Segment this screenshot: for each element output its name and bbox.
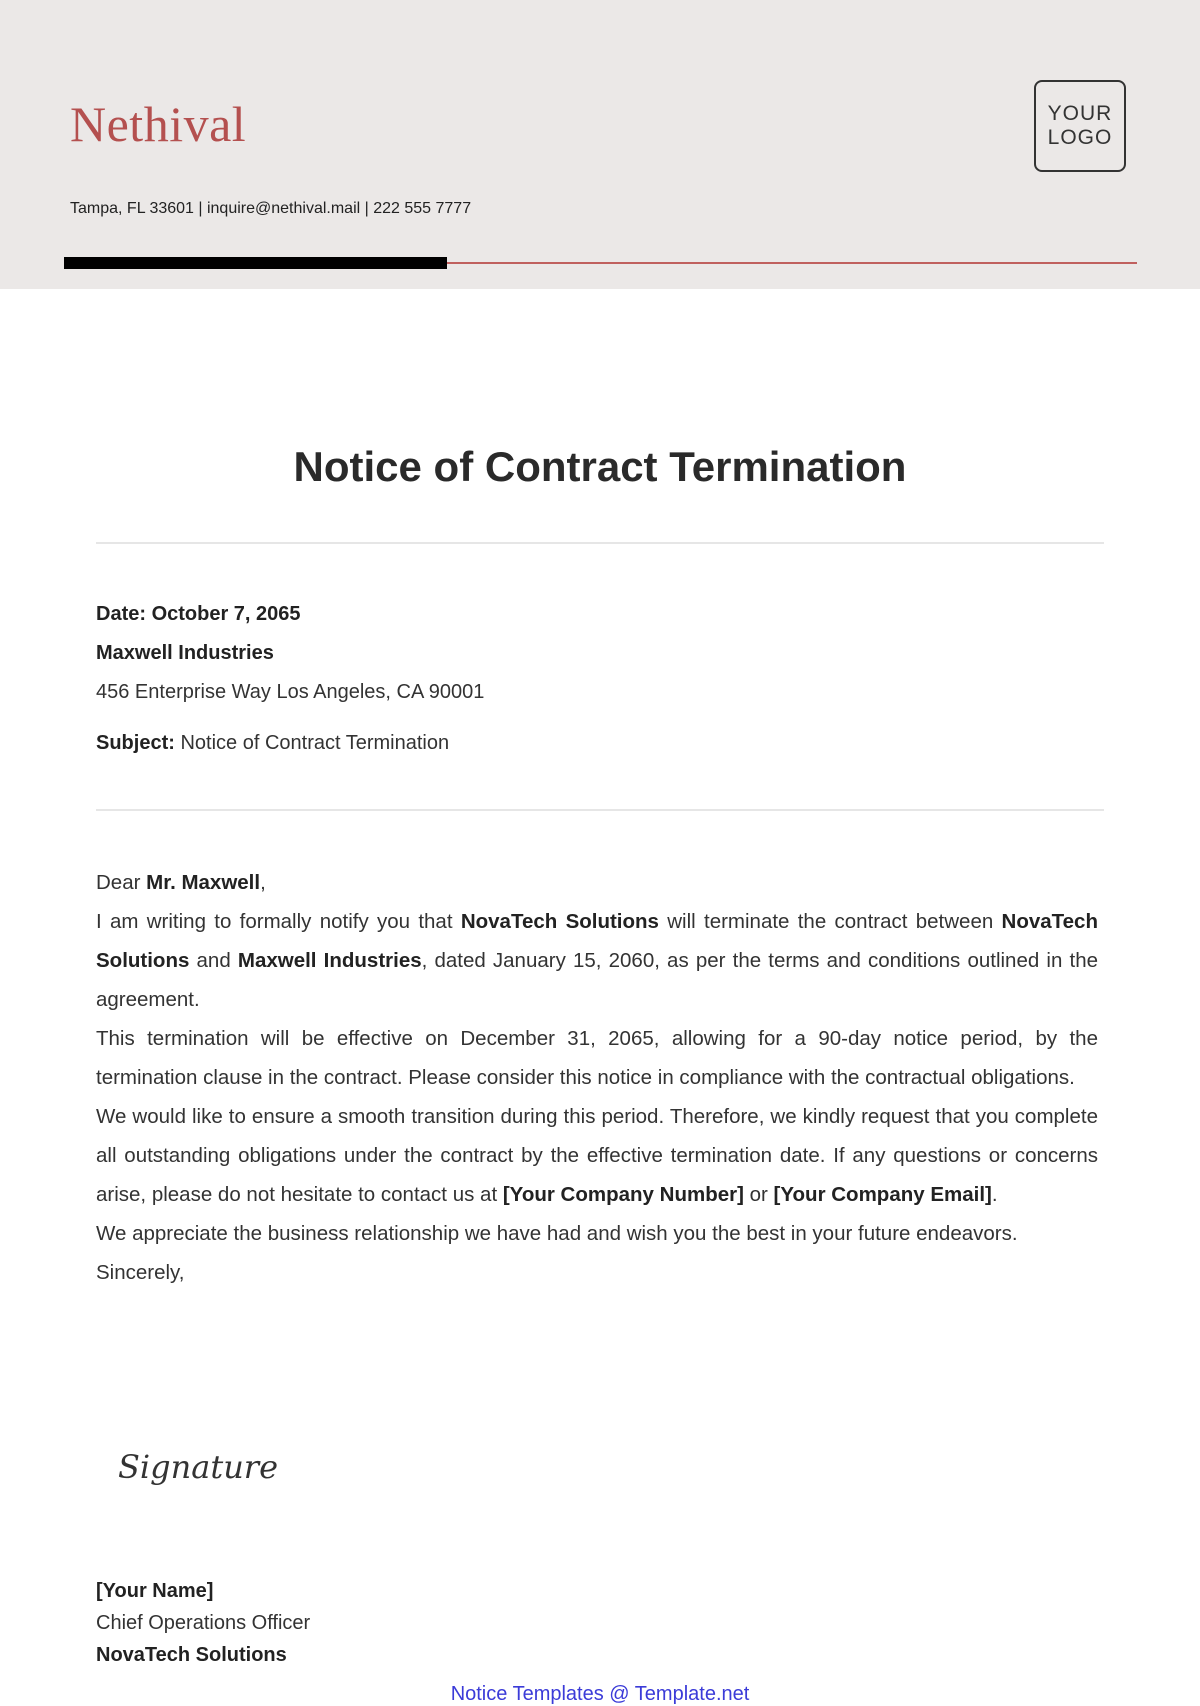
- letter-body: [96, 863, 1098, 1292]
- recipient-address: 456 Enterprise Way Los Angeles, CA 90001: [96, 681, 485, 703]
- greeting-suffix: ,: [260, 871, 266, 894]
- letter-date: Date: October 7, 2065: [96, 603, 301, 625]
- divider-middle: [96, 809, 1104, 811]
- p3-company-email: [Your Company Email]: [773, 1183, 992, 1206]
- p3-text-b: or: [743, 1183, 774, 1206]
- signer-role: Chief Operations Officer: [96, 1612, 311, 1634]
- paragraph-4: We appreciate the business relationship we have had and wish you the best in your future endeavors.: [96, 1222, 1018, 1245]
- p1-text-c: and: [189, 949, 238, 972]
- p3-company-number: [Your Company Number]: [502, 1183, 744, 1206]
- footer-credit: [0, 1683, 1200, 1706]
- subject-value: Notice of Contract Termination: [174, 732, 450, 754]
- header-accent-bar: [64, 257, 447, 269]
- paragraph-3: [96, 1097, 1098, 1214]
- p1-text-d: , dated January 15, 2060, as per the terms and conditions outlined in the agreement.: [96, 949, 1098, 1011]
- logo-text-line1: YOUR: [1047, 102, 1113, 125]
- p1-text-a: I am writing to formally notify you that: [96, 910, 461, 933]
- p1-recipient: Maxwell Industries: [237, 949, 422, 972]
- footer-link-notice-templates[interactable]: Notice Templates: [450, 1683, 604, 1705]
- p1-sender-2: NovaTech Solutions: [96, 910, 1098, 972]
- greeting-name: Mr. Maxwell: [146, 871, 261, 894]
- p3-text-c: .: [991, 1183, 998, 1206]
- subject-label: Subject:: [96, 732, 175, 754]
- footer-separator: @: [603, 1683, 635, 1705]
- signer-company: NovaTech Solutions: [96, 1644, 287, 1666]
- logo-placeholder: [1034, 80, 1126, 172]
- paragraph-2: This termination will be effective on December 31, 2065, allowing for a 90-day notice period, by the termination clause in the contract. Please consider this notice in compliance with the contractual obligations.: [96, 1027, 1098, 1089]
- p1-text-b: will terminate the contract between: [658, 910, 1002, 933]
- company-contact-line: Tampa, FL 33601 | inquire@nethival.mail | 222 555 7777: [70, 200, 472, 217]
- footer-link-template-net[interactable]: Template.net: [634, 1683, 750, 1705]
- signer-name: [Your Name]: [96, 1580, 214, 1602]
- greeting-prefix: Dear: [96, 871, 147, 894]
- logo-text-line2: LOGO: [1047, 126, 1113, 149]
- p1-sender: NovaTech Solutions: [460, 910, 659, 933]
- closing: Sincerely,: [96, 1261, 185, 1284]
- divider-top: [96, 542, 1104, 544]
- signature-image: Signature: [118, 1448, 279, 1486]
- p3-text-a: We would like to ensure a smooth transition during this period. Therefore, we kindly request that you complete all outstanding obligations under the contract by the effective termination date. If any questions or concerns arise, please do not hesitate to contact us at: [96, 1105, 1098, 1206]
- letterhead: [0, 0, 1200, 289]
- subject-line: [96, 732, 449, 755]
- company-brand-name: Nethival: [70, 96, 247, 152]
- recipient-company: Maxwell Industries: [96, 642, 274, 664]
- header-accent-line: [447, 262, 1137, 264]
- greeting: [96, 863, 1098, 902]
- paragraph-1: [96, 902, 1098, 1019]
- document-title: Notice of Contract Termination: [293, 443, 907, 490]
